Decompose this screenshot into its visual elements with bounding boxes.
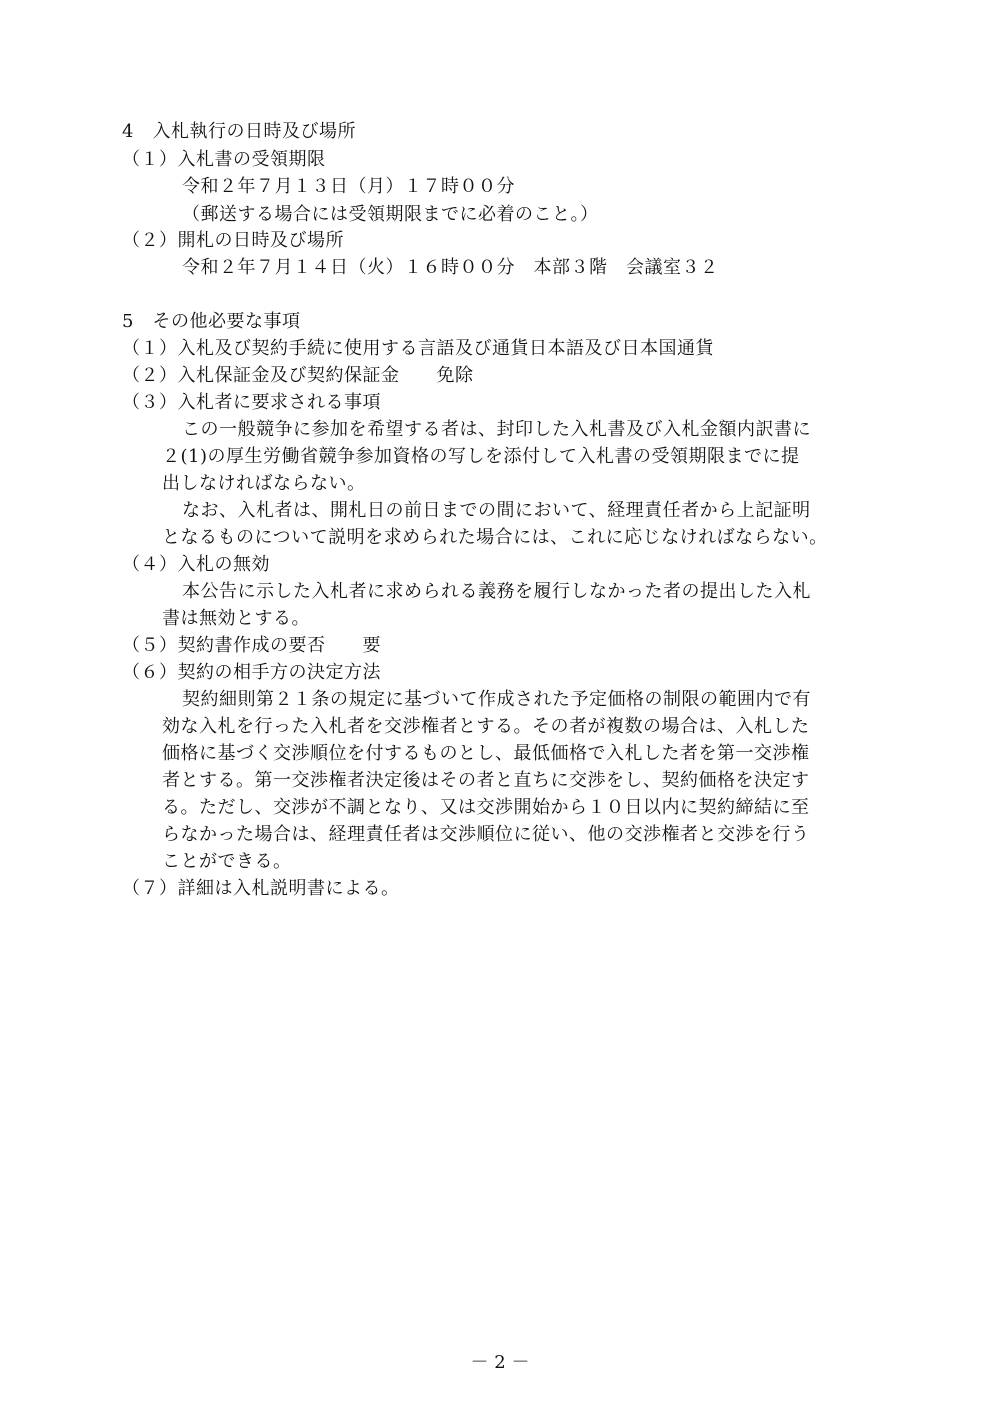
- page-number: － 2 －: [470, 1352, 530, 1373]
- item-5-1: （１）入札及び契約手続に使用する言語及び通貨日本語及び日本国通貨: [122, 338, 714, 359]
- item-5-6-heading: （６）契約の相手方の決定方法: [122, 662, 381, 683]
- item-5-7: （７）詳細は入札説明書による。: [122, 878, 400, 899]
- item-5-6-text-1: 契約細則第２１条の規定に基づいて作成された予定価格の制限の範囲内で有: [182, 689, 811, 710]
- item-5-6-text-2: 効な入札を行った入札者を交渉権者とする。その者が複数の場合は、入札した: [162, 716, 810, 737]
- item-5-3-text-2: ２(1)の厚生労働省競争参加資格の写しを添付して入札書の受領期限までに提: [162, 446, 800, 467]
- item-5-3-text-1: この一般競争に参加を希望する者は、封印した入札書及び入札金額内訳書に: [182, 419, 811, 440]
- item-5-3-text-3: 出しなければならない。: [162, 473, 366, 494]
- item-5-6-text-6: らなかった場合は、経理責任者は交渉順位に従い、他の交渉権者と交渉を行う: [162, 824, 810, 845]
- item-4-1-note: （郵送する場合には受領期限までに必着のこと。）: [182, 204, 599, 225]
- item-5-3-text-5: となるものについて説明を求められた場合には、これに応じなければならない。: [162, 527, 828, 548]
- item-5-6-text-4: 者とする。第一交渉権者決定後はその者と直ちに交渉をし、契約価格を決定す: [162, 770, 810, 791]
- section-5-heading: 5 その他必要な事項: [122, 311, 301, 332]
- item-5-4-text-1: 本公告に示した入札者に求められる義務を履行しなかった者の提出した入札: [182, 581, 811, 602]
- item-5-6-text-3: 価格に基づく交渉順位を付するものとし、最低価格で入札した者を第一交渉権: [162, 743, 810, 764]
- item-5-4-heading: （４）入札の無効: [122, 554, 270, 575]
- item-4-2-datetime-place: 令和２年７月１４日（火）１６時００分 本部３階 会議室３２: [182, 257, 719, 278]
- item-5-2: （２）入札保証金及び契約保証金 免除: [122, 365, 474, 386]
- item-4-1-heading: （１）入札書の受領期限: [122, 149, 326, 170]
- item-5-3-text-4: なお、入札者は、開札日の前日までの間において、経理責任者から上記証明: [182, 500, 811, 521]
- item-5-4-text-2: 書は無効とする。: [162, 608, 310, 629]
- item-5-5: （５）契約書作成の要否 要: [122, 635, 381, 656]
- item-4-2-heading: （２）開札の日時及び場所: [122, 230, 344, 251]
- section-4-heading: 4 入札執行の日時及び場所: [122, 121, 356, 142]
- item-4-1-datetime: 令和２年７月１３日（月）１７時００分: [182, 176, 515, 197]
- item-5-6-text-5: る。ただし、交渉が不調となり、又は交渉開始から１０日以内に契約締結に至: [162, 797, 810, 818]
- item-5-6-text-7: ことができる。: [162, 851, 292, 872]
- item-5-3-heading: （３）入札者に要求される事項: [122, 392, 381, 413]
